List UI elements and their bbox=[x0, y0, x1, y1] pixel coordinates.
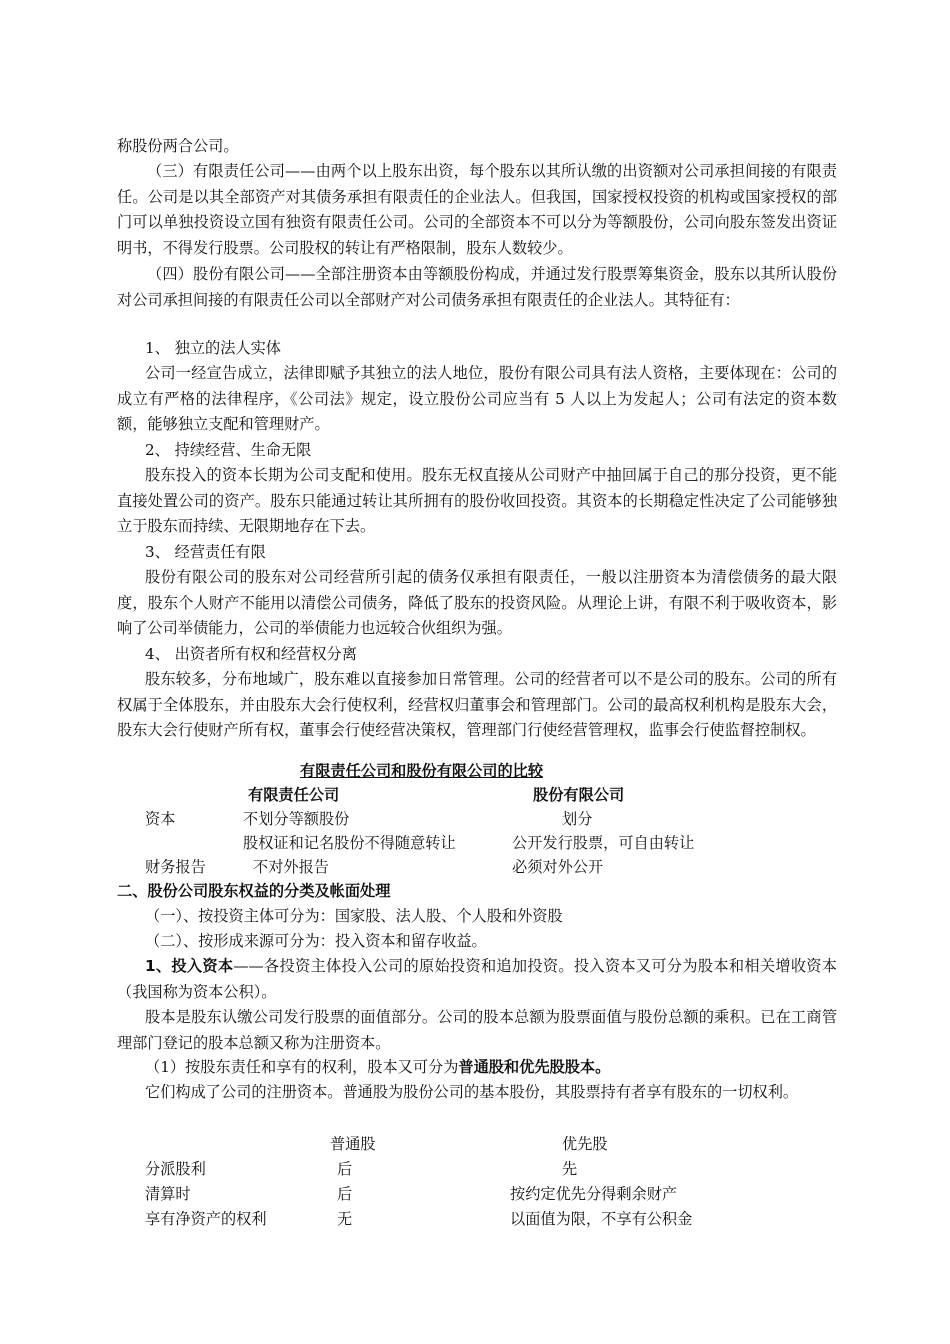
shares-row-liquidation-label: 清算时 bbox=[145, 1185, 191, 1203]
contributed-capital-definition: ——各投资主体投入公司的原始投资和追加投资。投入资本又可分为股本和相关增收资本（我国称为资本公积）。 bbox=[117, 957, 837, 1001]
shares-row-dividend-label: 分派股利 bbox=[145, 1160, 206, 1178]
shares-row-net-assets-label: 享有净资产的权利 bbox=[145, 1210, 267, 1228]
comparison-row-capital-joint-stock: 划分 bbox=[562, 810, 593, 828]
shares-col-preferred: 优先股 bbox=[562, 1135, 608, 1153]
paragraph-feature-4: 股东较多，分布地域广，股东难以直接参加日常管理。公司的经营者可以不是公司的股东。公司的所有权属于全体股东，并由股东大会行使权利，经营权归董事会和管理部门。公司的最高权利机构是股东大会，股东大会行使财产所有权，董事会行使经营决策权，管理部门行使经营管理权，监事会行使监督控制权。 bbox=[117, 670, 837, 740]
comparison-col-limited: 有限责任公司 bbox=[248, 786, 340, 804]
classification-by-source: （二）、按形成来源可分为：投入资本和留存收益。 bbox=[145, 932, 487, 950]
shares-row-liquidation-common: 后 bbox=[337, 1185, 353, 1203]
paragraph-feature-2: 股东投入的资本长期为公司支配和使用。股东无权直接从公司财产中抽回属于自己的那分投资，更不能直接处置公司的资产。股东只能通过转让其所拥有的股份收回投资。其资本的长期稳定性决定了公司能够独立于股东而持续、无限期地存在下去。 bbox=[117, 466, 837, 536]
classification-by-investor: （一）、按投资主体可分为：国家股、法人股、个人股和外资股 bbox=[145, 907, 563, 925]
feature-heading-3: 3、 经营责任有限 bbox=[145, 543, 266, 561]
shares-row-dividend-common: 后 bbox=[337, 1160, 353, 1178]
comparison-title: 有限责任公司和股份有限公司的比较 bbox=[300, 762, 543, 780]
paragraph-feature-3: 股份有限公司的股东对公司经营所引起的债务仅承担有限责任，一般以注册资本为清偿债务的最大限度，股东个人财产不能用以清偿公司债务，降低了股东的投资风险。从理论上讲，有限不利于吸收资本，影响了公司举债能力，公司的举债能力也远较合伙组织为强。 bbox=[117, 568, 837, 638]
contributed-capital-term: 1、投入资本 bbox=[145, 957, 234, 975]
comparison-row-capital-label: 资本 bbox=[145, 810, 176, 828]
feature-heading-2: 2、 持续经营、生命无限 bbox=[145, 441, 312, 459]
shares-row-net-assets-preferred: 以面值为限，不享有公积金 bbox=[510, 1210, 693, 1228]
shares-row-liquidation-preferred: 按约定优先分得剩余财产 bbox=[510, 1185, 678, 1203]
shares-row-dividend-preferred: 先 bbox=[562, 1160, 578, 1178]
shares-row-net-assets-common: 无 bbox=[337, 1210, 353, 1228]
section-heading-2: 二、股份公司股东权益的分类及帐面处理 bbox=[117, 882, 391, 900]
paragraph-feature-1: 公司一经宣告成立，法律即赋予其独立的法人地位，股份有限公司具有法人资格，主要体现在：公司的成立有严格的法律程序，《公司法》规定，设立股份公司应当有 5 人以上为发起人；公司有法定的资本数额，能够独立支配和管理财产。 bbox=[117, 364, 837, 434]
comparison-row-report-label: 财务报告 bbox=[145, 858, 206, 876]
comparison-row-transfer-joint-stock: 公开发行股票，可自由转让 bbox=[512, 834, 695, 852]
paragraph-registered-capital: 它们构成了公司的注册资本。普通股为股份公司的基本股份，其股票持有者享有股东的一切权利。 bbox=[145, 1083, 799, 1101]
comparison-col-joint-stock: 股份有限公司 bbox=[533, 786, 625, 804]
paragraph-share-capital: 股本是股东认缴公司发行股票的面值部分。公司的股本总额为股票面值与股份总额的乘积。已在工商管理部门登记的股本总额又称为注册资本。 bbox=[117, 1008, 837, 1052]
shares-col-common: 普通股 bbox=[330, 1135, 376, 1153]
paragraph-limited-liability-company: （三）有限责任公司——由两个以上股东出资，每个股东以其所认缴的出资额对公司承担间接的有限责任。公司是以其全部资产对其债务承担有限责任的企业法人。但我国，国家授权投资的机构或国家授权的部门可以单独投资设立国有独资有限责任公司。公司的全部资本不可以分为等额股份，公司向股东签发出资证明书，不得发行股票。公司股权的转让有严格限制，股东人数较少。 bbox=[117, 162, 837, 257]
feature-heading-1: 1、 独立的法人实体 bbox=[145, 339, 281, 357]
feature-heading-4: 4、 出资者所有权和经营权分离 bbox=[145, 645, 357, 663]
comparison-row-report-joint-stock: 必须对外公开 bbox=[512, 858, 604, 876]
paragraph-joint-stock-company: （四）股份有限公司——全部注册资本由等额股份构成，并通过发行股票筹集资金，股东以其所认股份对公司承担间接的有限责任公司以全部财产对公司债务承担有限责任的企业法人。其特征有： bbox=[117, 265, 837, 309]
paragraph-continuation: 称股份两合公司。 bbox=[117, 137, 239, 155]
share-classification-types: 普通股和优先股股本。 bbox=[458, 1058, 611, 1076]
share-classification-text: （1）按股东责任和享有的权利，股本又可分为 bbox=[145, 1058, 459, 1076]
paragraph-contributed-capital bbox=[117, 954, 837, 1005]
comparison-row-capital-limited: 不划分等额股份 bbox=[243, 810, 350, 828]
share-classification-line bbox=[145, 1055, 610, 1079]
comparison-row-transfer-limited: 股权证和记名股份不得随意转让 bbox=[243, 834, 456, 852]
comparison-row-report-limited: 不对外报告 bbox=[253, 858, 329, 876]
